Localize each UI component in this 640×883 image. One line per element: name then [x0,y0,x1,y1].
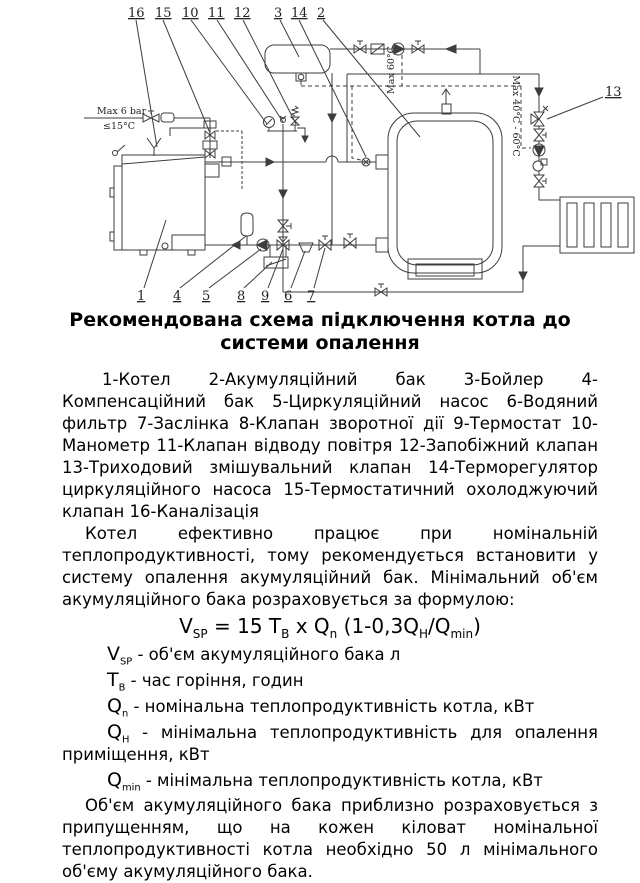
callout-1: 1 [137,289,146,304]
device-icon [161,113,174,122]
max-pressure-label: Max 6 bar [97,106,147,117]
return-line [205,213,388,268]
temp-limit-label: ≤15°C [103,121,136,132]
max60-label: Max 60°C [386,46,397,94]
flue-box [205,164,219,177]
callout-4: 4 [173,289,182,304]
title-line-2: системи опалення [220,332,420,354]
callout-leaders-bottom [144,220,325,288]
callout-11: 11 [208,6,225,21]
legend-paragraph: 1-Котел 2-Акумуляційний бак 3-Бойлер 4-Компенсаційний бак 5-Циркуляційний насос 6-Водяний фильтр 7-Заслінка 8-Клапан зворотної дії 9-Термостат 10-Манометр 11-Клапан відводу повітря 12-Запобіжний клапан 13-Триходовий змішувальний клапан 14-Терморегулятор циркуляційного насоса 15-Термостатичний охолоджуючий клапан 16-Каналізація [62,370,598,521]
flow-arrow-down [279,190,287,198]
callout-15: 15 [155,6,172,21]
callout-16: 16 [128,6,145,21]
sensor-icon [298,74,304,80]
definition-qh: $Q_Н$ - мінімальна теплопродуктивність для опалення приміщення, кВт [62,721,598,764]
callout-2: 2 [317,6,326,21]
definition-vsp: $V_{SP} - об'єм$ акумуляційного бака л [107,643,401,668]
sewage-funnel [147,128,204,156]
recommendation-paragraph: Котел ефективно працює при номінальній теплопродуктивності, тому рекомендується встановити у систему опалення акумуляційний бак. Мінімальний об'єм акумуляційного бака розраховується за формулою: [62,524,598,609]
max4060-label: Max 40°C - 60°C [510,75,521,157]
boiler-connection-diagram [0,0,640,305]
three-way-valve-icon [534,112,544,126]
callout-14: 14 [291,6,308,21]
definition-qn: $Q_n$ - номінальна теплопродуктивність котла, кВт [107,695,535,720]
dhw-riser [328,73,336,245]
callout-3: 3 [274,6,283,21]
accumulator-tank [388,89,502,279]
body-text [62,369,598,883]
thermostatic-valve-assembly [203,118,242,190]
flow-arrow-left [446,45,456,53]
tank-outlet-nub [376,238,388,252]
boiler [110,145,219,255]
callout-10: 10 [182,6,199,21]
callout-13: 13 [605,85,622,100]
supply-line [205,155,388,169]
expansion-tank [241,213,253,236]
flow-arrow-left [232,241,240,249]
callout-8: 8 [237,289,246,304]
flow-arrow-down [535,88,543,96]
control-lines [301,55,531,160]
definition-qmin: $Q_{min}$ - мінімальна теплопродуктивність котла, кВт [107,769,543,794]
callout-7: 7 [307,289,316,304]
valve-icon [344,238,356,248]
bottom-return-line [283,246,560,296]
flow-arrow-down [519,272,527,280]
callout-12: 12 [234,6,251,21]
title-line-1: Рекомендована схема підключення котла до [69,309,571,331]
dhw-boiler [265,41,480,81]
document-title [0,309,640,355]
volume-estimate-paragraph: Об'єм акумуляційного бака приблизно розраховується з припущенням, що на кожен кіловат номінальної теплопродуктивності котла необхідно 50 л мінімального об'єму акумуляційного бака. [62,796,598,881]
callout-5: 5 [202,289,211,304]
safety-valve-icon [291,117,299,125]
flow-arrow-down [328,114,336,122]
tank-inlet-nub [376,155,388,169]
callout-leaders-top [136,20,603,157]
radiator [560,197,634,253]
callout-9: 9 [261,289,270,304]
callout-6: 6 [284,289,293,304]
water-filter-icon [299,243,313,252]
definition-tb: $T_В$ - час горіння, годин [107,669,304,694]
volume-formula: $V_{SP} = 15$ $T_В$ x $Q_n$ $(1-0,3Q_Н/Q_{min})$ [179,614,481,641]
radiator-loop [347,74,560,200]
flow-arrow-right [266,158,274,166]
